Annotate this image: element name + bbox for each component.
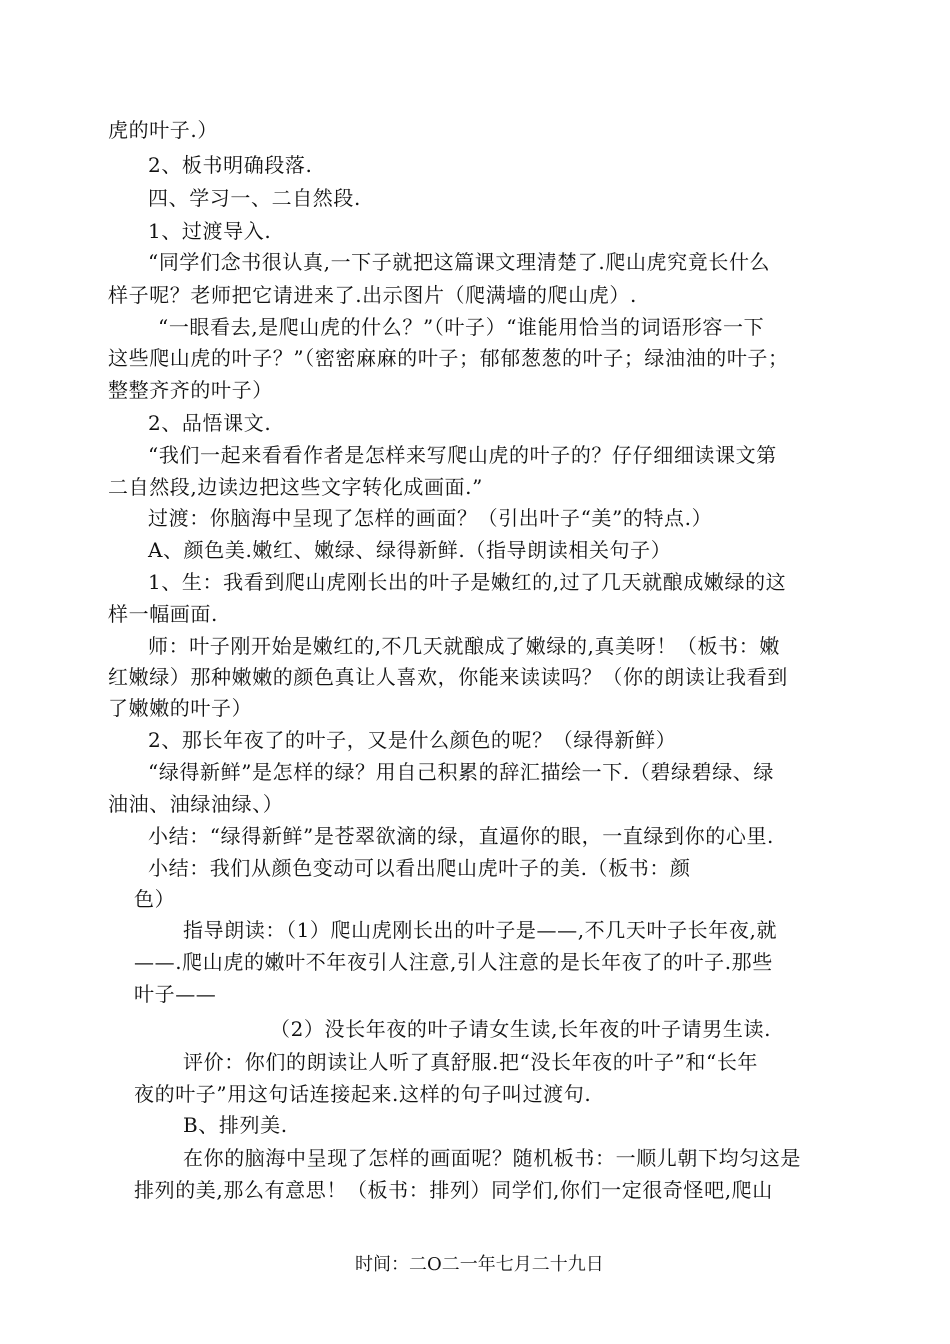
text-line: 在你的脑海中呈现了怎样的画面呢？随机板书：一顺儿朝下均匀这是: [183, 1146, 801, 1170]
text-line: “同学们念书很认真,一下子就把这篇课文理清楚了.爬山虎究竟长什么: [148, 250, 771, 274]
text-line: “一眼看去,是爬山虎的什么？”（叶子）“谁能用恰当的词语形容一下: [158, 315, 765, 339]
text-line: 小结：“绿得新鲜”是苍翠欲滴的绿，直逼你的眼，一直绿到你的心里.: [148, 824, 775, 848]
text-line: 2、那长年夜了的叶子，又是什么颜色的呢？（绿得新鲜）: [148, 728, 677, 752]
text-line: 样子呢？老师把它请进来了.出示图片（爬满墙的爬山虎）.: [108, 283, 637, 307]
text-line: 叶子——: [134, 982, 217, 1006]
text-line: 评价：你们的朗读让人听了真舒服.把“没长年夜的叶子”和“长年: [183, 1050, 759, 1074]
text-line: A、颜色美.嫩红、嫩绿、绿得新鲜.（指导朗读相关句子）: [148, 538, 672, 562]
text-line: 虎的叶子.）: [108, 118, 218, 142]
text-line: ——.爬山虎的嫩叶不年夜引人注意,引人注意的是长年夜了的叶子.那些: [134, 950, 773, 974]
text-line: 1、生：我看到爬山虎刚长出的叶子是嫩红的,过了几天就酿成嫩绿的这: [148, 570, 787, 594]
text-line: 1、过渡导入.: [148, 219, 272, 243]
text-line: 指导朗读：（1）爬山虎刚长出的叶子是——,不几天叶子长年夜,就: [183, 918, 778, 942]
text-line: 过渡：你脑海中呈现了怎样的画面？（引出叶子“美”的特点.）: [148, 506, 713, 530]
text-line: 了嫩嫩的叶子）: [108, 696, 253, 720]
text-line: 这些爬山虎的叶子？”（密密麻麻的叶子；郁郁葱葱的叶子；绿油油的叶子；: [108, 346, 789, 370]
text-line: 二自然段,边读边把这些文字转化成画面.”: [108, 475, 483, 499]
text-line: 2、板书明确段落.: [148, 153, 313, 177]
text-line: 夜的叶子”用这句话连接起来.这样的句子叫过渡句.: [134, 1082, 592, 1106]
text-line: （2）没长年夜的叶子请女生读,长年夜的叶子请男生读.: [270, 1017, 772, 1041]
text-line: 油油、油绿油绿、）: [108, 792, 284, 816]
text-line: 2、品悟课文.: [148, 411, 272, 435]
page-footer-date: 时间：二O二一年七月二十九日: [355, 1254, 604, 1275]
text-line: 排列的美,那么有意思！（板书：排列）同学们,你们一定很奇怪吧,爬山: [134, 1178, 773, 1202]
text-line: 小结：我们从颜色变动可以看出爬山虎叶子的美.（板书：颜: [148, 856, 691, 880]
text-line: “绿得新鲜”是怎样的绿？用自己积累的辞汇描绘一下.（碧绿碧绿、绿: [148, 760, 775, 784]
text-line: 红嫩绿）那种嫩嫩的颜色真让人喜欢，你能来读读吗？（你的朗读让我看到: [108, 665, 788, 689]
text-line: 整整齐齐的叶子）: [108, 378, 273, 402]
text-line: B、排列美.: [183, 1113, 288, 1137]
text-line: 四、学习一、二自然段.: [148, 186, 361, 210]
text-line: 色）: [134, 887, 176, 911]
text-line: 样一幅画面.: [108, 602, 218, 626]
text-line: 师：叶子刚开始是嫩红的,不几天就酿成了嫩绿的,真美呀！（板书：嫩: [148, 634, 780, 658]
text-line: “我们一起来看看作者是怎样来写爬山虎的叶子的？仔仔细细读课文第: [148, 443, 777, 467]
